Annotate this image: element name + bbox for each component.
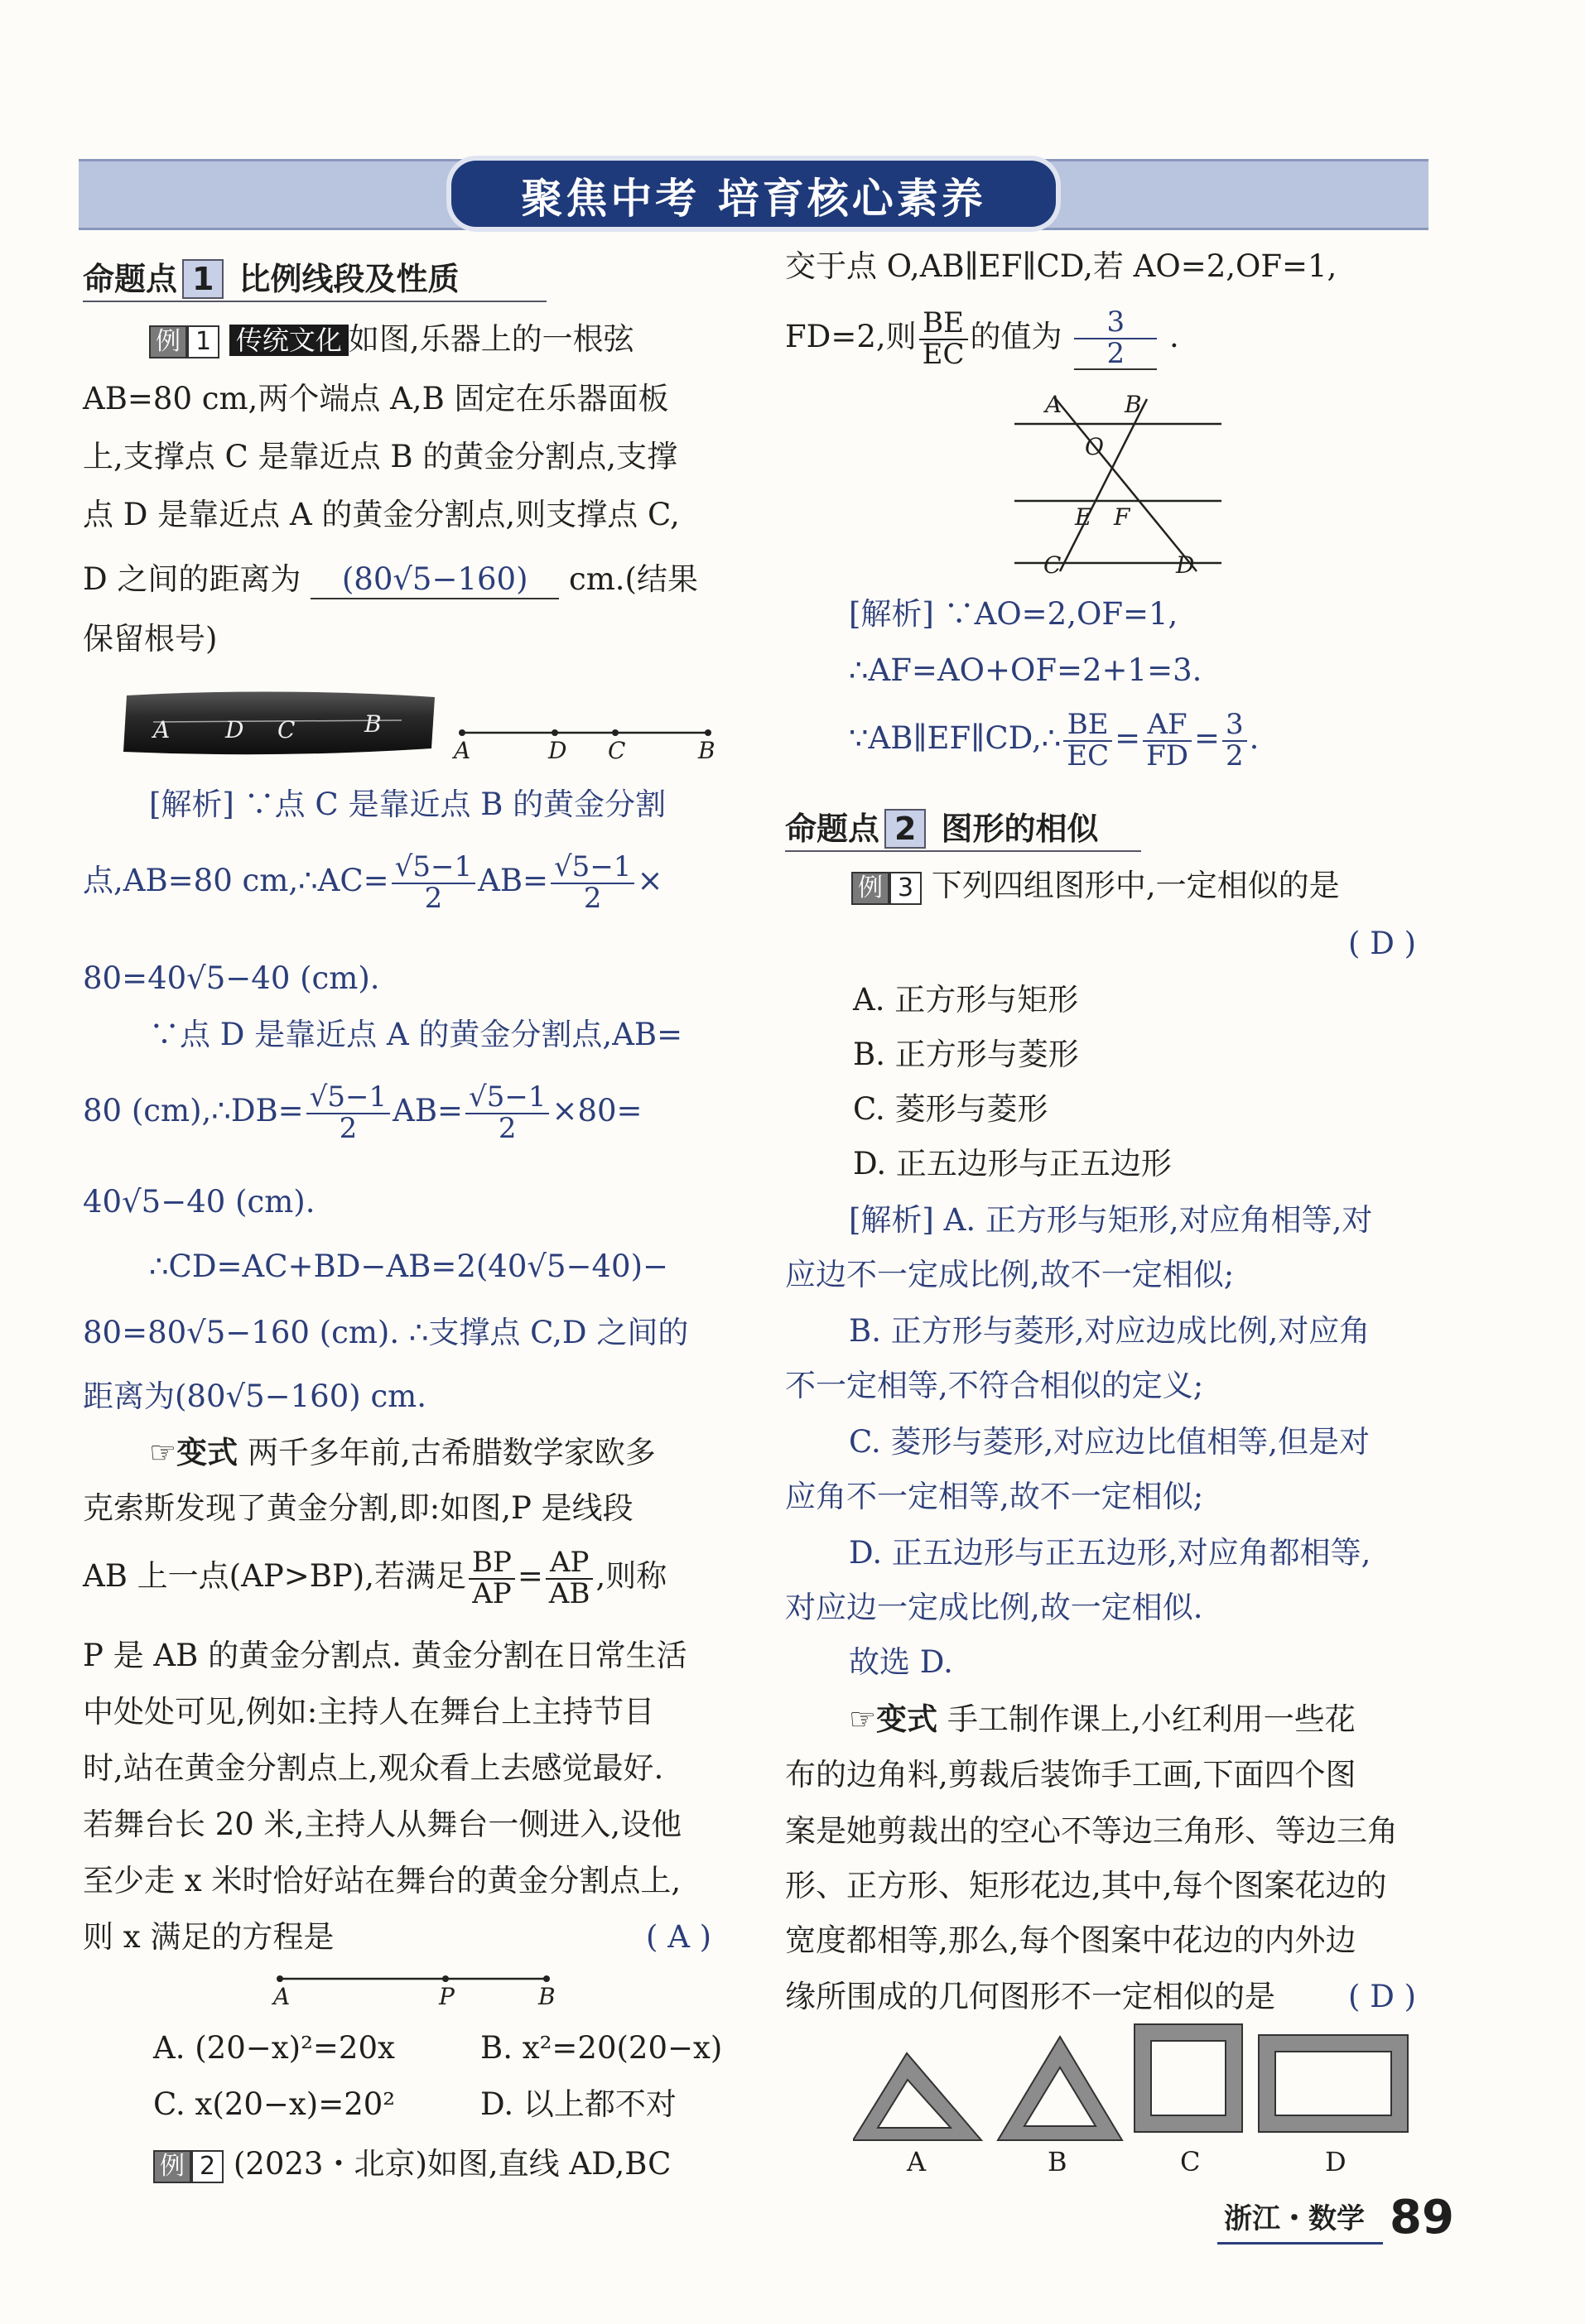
solution-1-line: ∵点 D 是靠近点 A 的黄金分割点,AB= [149,1017,683,1052]
variant-1-line: P 是 AB 的黄金分割点. 黄金分割在日常生活 [83,1638,687,1673]
example-1-line: 保留根号) [83,621,218,657]
segment-label-a: A [454,737,471,764]
variant-1-option-d: D. 以上都不对 [480,2086,677,2122]
solution-3-line: 故选 D. [849,1644,953,1680]
shape-label-d: D [1325,2146,1347,2177]
photo-label-a: A [153,716,171,743]
variant-1-answer: ( A ) [646,1919,712,1955]
solution-3-line: B. 正方形与菱形,对应边成比例,对应角 [849,1313,1371,1349]
variant-2-line: 宽度都相等,那么,每个图案中花边的内外边 [785,1922,1356,1958]
variant-1-line: 克索斯发现了黄金分割,即:如图,P 是线段 [83,1490,634,1526]
solution-2-line: ∵AB∥EF∥CD,∴ $\frac{BE}{EC}$ = $\frac{AF}{FD}$ = $\frac{3}{2}$ . [849,708,1260,772]
photo-label-c: C [277,716,296,743]
example-2-line: FD=2,则 $\frac{BE}{EC}$ 的值为 $\frac{3}{2}$ . [785,306,1179,371]
variant-2-line: 案是她剪裁出的空心不等边三角形、等边三角 [785,1813,1398,1849]
section-1-heading: 命题点 1 比例线段及性质 [83,261,460,297]
variant-2-line: ☞变式 手工制作课上,小红利用一些花 [849,1701,1356,1737]
footer-label: 浙江・数学 [1224,2202,1365,2235]
variant-1-line: ☞变式 两千多年前,古希腊数学家欧多 [149,1435,656,1470]
figure-label-a: A [1045,391,1062,418]
variant-1-line: AB 上一点(AP>BP),若满足 $\frac{BP}{AP}$ = $\frac{AP}{AB}$ ,则称 [83,1546,667,1610]
example-3-option-d: D. 正五边形与正五边形 [853,1146,1172,1181]
variant-1-option-a: A. (20−x)²=20x [153,2030,395,2066]
solution-3-line: 应边不一定成比例,故不一定相似; [785,1257,1235,1292]
section-1-underline [83,301,547,302]
figure-label-f: F [1114,503,1130,531]
shape-label-c: C [1180,2146,1201,2177]
parallel-lines-figure [1002,389,1234,580]
variant-2-line: 缘所围成的几何图形不一定相似的是 [785,1979,1275,2014]
solution-2-line: [解析] ∵AO=2,OF=1, [849,596,1178,632]
example-1-first-line: 例 1 传统文化 如图,乐器上的一根弦 [149,321,634,358]
solution-1-line: [解析] ∵点 C 是靠近点 B 的黄金分割 [149,787,667,822]
example-3-answer: ( D ) [1348,926,1417,961]
example-3-option-b: B. 正方形与菱形 [853,1037,1079,1072]
photo-label-d: D [225,716,244,743]
footer-underline [1217,2242,1383,2245]
solution-3-line: 不一定相等,不符合相似的定义; [785,1368,1204,1403]
solution-1-line: 40√5−40 (cm). [83,1184,316,1220]
section-2-underline [785,850,1141,852]
example-1-line: 点 D 是靠近点 A 的黄金分割点,则支撑点 C, [83,497,680,532]
example-2-line: 交于点 O,AB∥EF∥CD,若 AO=2,OF=1, [785,248,1337,284]
shape-label-a: A [907,2146,927,2177]
figure-label-b: B [1125,391,1142,418]
variant-1-line: 中处处可见,例如:主持人在舞台上主持节目 [83,1694,655,1730]
solution-3-line: D. 正五边形与正五边形,对应角都相等, [849,1535,1371,1571]
variant-1-line: 若舞台长 20 米,主持人从舞台一侧进入,设他 [83,1807,682,1842]
segment2-label-b: B [538,1983,556,2010]
solution-3-line: [解析] A. 正方形与矩形,对应角相等,对 [849,1202,1373,1238]
photo-label-b: B [364,710,382,738]
section-2-heading: 命题点 2 图形的相似 [785,811,1099,847]
figure-label-c: C [1043,551,1062,579]
solution-3-line: 应角不一定相等,故不一定相似; [785,1479,1204,1514]
banner-title: 聚焦中考 培育核心素养 [521,175,986,223]
solution-3-line: C. 菱形与菱形,对应边比值相等,但是对 [849,1424,1371,1460]
example-3-option-a: A. 正方形与矩形 [853,982,1079,1018]
page-number: 89 [1390,2191,1454,2245]
example-1-line: 上,支撑点 C 是靠近点 B 的黄金分割点,支撑 [83,439,678,474]
segment-figure-2 [273,1966,555,1991]
segment-label-d: D [548,737,567,764]
segment2-label-p: P [439,1983,455,2010]
variant-1-line: 时,站在黄金分割点上,观众看上去感觉最好. [83,1750,664,1786]
example-1-line: AB=80 cm,两个端点 A,B 固定在乐器面板 [83,381,669,416]
solution-1-line: 80=40√5−40 (cm). [83,960,380,996]
example-3-first-line: 例 3 下列四组图形中,一定相似的是 [851,868,1340,905]
variant-2-line: 形、正方形、矩形花边,其中,每个图案花边的 [785,1868,1387,1903]
solution-1-line: 距离为(80√5−160) cm. [83,1379,427,1414]
variant-2-answer: ( D ) [1348,1979,1417,2014]
solution-1-line: 80 (cm),∴DB= $\frac{√5-1}{2}$ AB= $\frac{√5-1}{2}$ ×80= [83,1080,643,1145]
frame-shapes-figure [853,2020,1433,2144]
segment2-label-a: A [273,1983,291,2010]
segment-label-c: C [608,737,626,764]
example-2-answer: $\frac{3}{2}$ [1074,308,1157,370]
solution-1-line: 80=80√5−160 (cm). ∴支撑点 C,D 之间的 [83,1315,689,1350]
example-1-line: D 之间的距离为 (80√5−160) cm.(结果 [83,561,698,599]
figure-label-d: D [1176,551,1195,579]
solution-1-line: ∴CD=AC+BD−AB=2(40√5−40)− [149,1249,669,1284]
variant-1-option-b: B. x²=20(20−x) [480,2030,723,2066]
variant-1-option-c: C. x(20−x)=20² [153,2086,396,2122]
variant-1-line: 至少走 x 米时恰好站在舞台的黄金分割点上, [83,1863,682,1898]
segment-figure-1 [455,720,720,745]
segment-label-b: B [698,737,715,764]
solution-3-line: 对应边一定成比例,故一定相似. [785,1590,1203,1625]
solution-2-line: ∴AF=AO+OF=2+1=3. [849,652,1202,688]
example-3-option-c: C. 菱形与菱形 [853,1091,1048,1127]
shape-label-b: B [1048,2146,1067,2177]
example-1-answer: (80√5−160) [311,561,559,599]
variant-1-line: 则 x 满足的方程是 [83,1919,335,1955]
variant-2-line: 布的边角料,剪裁后装饰手工画,下面四个图 [785,1757,1356,1792]
solution-1-line: 点,AB=80 cm,∴AC= $\frac{√5-1}{2}$ AB= $\frac{√5-1}{2}$ × [83,850,663,915]
example-2-first-line: 例 2 (2023・北京)如图,直线 AD,BC [153,2146,671,2183]
figure-label-e: E [1075,503,1092,531]
figure-label-o: O [1085,433,1104,460]
